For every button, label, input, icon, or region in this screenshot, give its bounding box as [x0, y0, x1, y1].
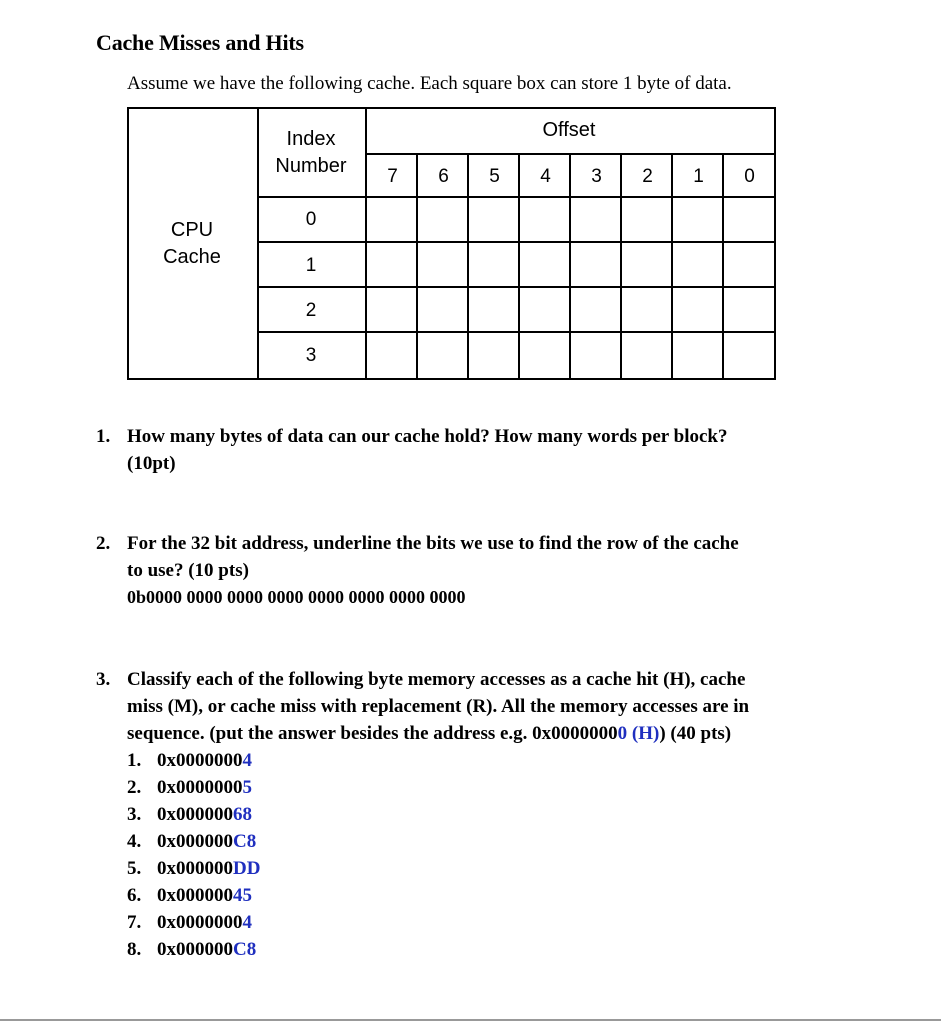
- cache-diagram: [127, 107, 774, 378]
- offset-bit: 3: [591, 166, 602, 187]
- divider: [416, 155, 418, 378]
- item-number: 5.: [127, 858, 142, 879]
- offset-bit: 5: [489, 166, 500, 187]
- question-3: [96, 666, 749, 963]
- index-row-number: 3: [305, 345, 317, 366]
- address-prefix: 0x0000000: [157, 777, 243, 798]
- cpu-label: CPU: [170, 219, 214, 241]
- divider: [620, 155, 622, 378]
- address-prefix: 0x000000: [157, 939, 233, 960]
- offset-bit: 1: [693, 166, 704, 187]
- cache-label: Cache: [163, 246, 221, 268]
- question-text: miss (M), or cache miss with replacement (R). All the memory accesses are in: [127, 696, 750, 717]
- index-header: Index: [286, 128, 336, 150]
- index-row-number: 2: [305, 300, 317, 321]
- question-text: [127, 720, 749, 747]
- example-answer: (H): [627, 723, 660, 744]
- question-number: 2.: [96, 533, 111, 554]
- divider: [518, 155, 520, 378]
- item-number: 1.: [127, 750, 142, 771]
- offset-header: Offset: [542, 119, 596, 141]
- page-bottom-border: [0, 1019, 941, 1021]
- divider: [671, 155, 673, 378]
- divider: [569, 155, 571, 378]
- offset-bit: 2: [642, 166, 653, 187]
- divider: [257, 286, 774, 288]
- address-suffix: 5: [242, 777, 252, 798]
- question-text: Classify each of the following byte memory accesses as a cache hit (H), cache: [127, 669, 746, 690]
- question-text: How many bytes of data can our cache hold? How many words per block?: [127, 426, 728, 447]
- address-suffix: C8: [233, 831, 257, 852]
- offset-bit: 4: [540, 166, 551, 187]
- item-number: 3.: [127, 804, 142, 825]
- question-text: For the 32 bit address, underline the bits we use to find the row of the cache: [127, 533, 739, 554]
- list-item[interactable]: [127, 882, 749, 909]
- question-number: 3.: [96, 669, 111, 690]
- divider: [722, 155, 724, 378]
- address-suffix: C8: [233, 939, 257, 960]
- item-number: 2.: [127, 777, 142, 798]
- item-number: 8.: [127, 939, 142, 960]
- address-suffix: 68: [233, 804, 252, 825]
- page-title: Cache Misses and Hits: [96, 30, 304, 55]
- offset-bit: 6: [438, 166, 449, 187]
- address-prefix: 0x000000: [157, 804, 233, 825]
- list-item[interactable]: [127, 774, 749, 801]
- divider: [467, 155, 469, 378]
- cache-border: [127, 107, 776, 380]
- index-row-number: 0: [305, 209, 317, 230]
- binary-address[interactable]: 0b0000 0000 0000 0000 0000 0000 0000 0000: [127, 587, 466, 607]
- item-number: 4.: [127, 831, 142, 852]
- address-suffix: 4: [242, 750, 252, 771]
- divider: [365, 153, 774, 155]
- divider: [257, 196, 774, 198]
- question-2: [96, 530, 739, 611]
- list-item[interactable]: [127, 855, 749, 882]
- example-digit: 0: [617, 723, 628, 744]
- item-number: 7.: [127, 912, 142, 933]
- address-suffix: 4: [242, 912, 252, 933]
- list-item[interactable]: [127, 828, 749, 855]
- list-item[interactable]: [127, 936, 749, 963]
- intro-text: Assume we have the following cache. Each square box can store 1 byte of data.: [127, 73, 732, 94]
- item-number: 6.: [127, 885, 142, 906]
- address-prefix: 0x0000000: [157, 912, 243, 933]
- address-prefix: 0x0000000: [157, 750, 243, 771]
- list-item[interactable]: [127, 909, 749, 936]
- address-suffix: DD: [233, 858, 261, 879]
- list-item[interactable]: [127, 801, 749, 828]
- question-text-segment: sequence. (put the answer besides the address e.g. 0x0000000: [127, 723, 618, 744]
- divider: [257, 241, 774, 243]
- address-prefix: 0x000000: [157, 831, 233, 852]
- list-item[interactable]: [127, 747, 749, 774]
- question-text: to use? (10 pts): [127, 560, 249, 581]
- index-row-number: 1: [305, 255, 317, 276]
- address-suffix: 45: [233, 885, 252, 906]
- offset-bit: 7: [387, 166, 398, 187]
- question-number: 1.: [96, 426, 111, 447]
- question-1: [96, 423, 727, 477]
- access-list: [127, 747, 749, 963]
- question-text-segment: ) (40 pts): [659, 723, 732, 744]
- number-header: Number: [275, 155, 347, 177]
- divider: [257, 331, 774, 333]
- address-prefix: 0x000000: [157, 858, 233, 879]
- offset-bit: 0: [744, 166, 755, 187]
- address-prefix: 0x000000: [157, 885, 233, 906]
- question-text: (10pt): [127, 453, 176, 474]
